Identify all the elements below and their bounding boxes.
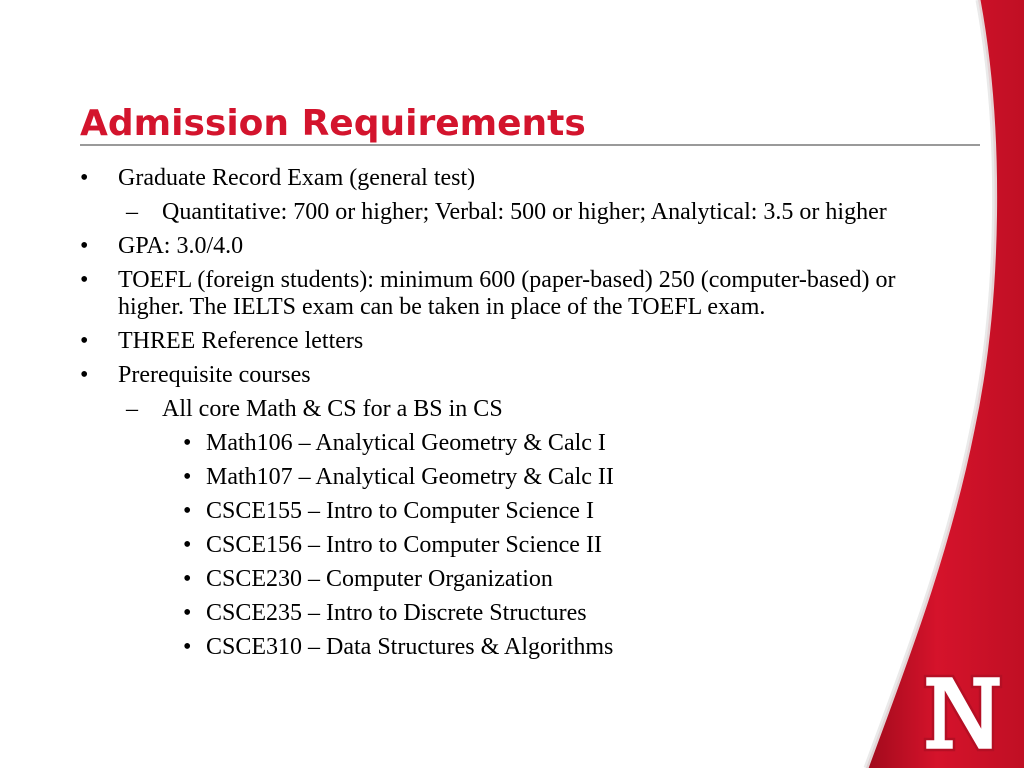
bullet-marker: •: [80, 267, 89, 293]
list-item-text: THREE Reference letters: [118, 328, 364, 354]
list-item: [80, 233, 930, 260]
list-item-text: Math106 – Analytical Geometry & Calc I: [206, 430, 606, 456]
bullet-marker: •: [183, 600, 192, 626]
list-item-text: GPA: 3.0/4.0: [118, 233, 244, 259]
list-item-text: CSCE155 – Intro to Computer Science I: [206, 498, 594, 524]
bullet-marker: •: [183, 532, 192, 558]
list-item-text: Quantitative: 700 or higher; Verbal: 500 or higher; Analytical: 3.5 or higher: [162, 199, 887, 225]
list-item: [80, 396, 930, 423]
list-item: [80, 634, 930, 661]
bullet-marker: •: [80, 165, 89, 191]
list-item: [80, 566, 930, 593]
list-item-text: CSCE235 – Intro to Discrete Structures: [206, 600, 587, 626]
list-item: [80, 165, 930, 192]
bullet-marker: •: [183, 498, 192, 524]
nebraska-n-logo-icon: [922, 672, 1004, 754]
bullet-marker: •: [80, 328, 89, 354]
list-item: [80, 430, 930, 457]
bullet-marker: •: [183, 464, 192, 490]
list-item: [80, 328, 930, 355]
requirements-list: [80, 165, 930, 668]
list-item-text: CSCE310 – Data Structures & Algorithms: [206, 634, 614, 660]
list-item: [80, 267, 930, 321]
bullet-marker: •: [80, 362, 89, 388]
list-item-text: TOEFL (foreign students): minimum 600 (paper-based) 250 (computer-based) or higher. The IELTS exam can be taken in place of the TOEFL exam.: [118, 267, 896, 320]
list-item: [80, 498, 930, 525]
bullet-marker: •: [80, 233, 89, 259]
list-item: [80, 362, 930, 389]
title-divider: [80, 144, 980, 146]
list-item: [80, 199, 930, 226]
dash-marker: –: [126, 199, 138, 225]
bullet-marker: •: [183, 634, 192, 660]
dash-marker: –: [126, 396, 138, 422]
list-item: [80, 464, 930, 491]
list-item-text: Prerequisite courses: [118, 362, 311, 388]
bullet-marker: •: [183, 430, 192, 456]
list-item-text: Math107 – Analytical Geometry & Calc II: [206, 464, 614, 490]
list-item: [80, 532, 930, 559]
bullet-marker: •: [183, 566, 192, 592]
list-item-text: All core Math & CS for a BS in CS: [162, 396, 503, 422]
list-item-text: CSCE230 – Computer Organization: [206, 566, 553, 592]
slide-title: Admission Requirements: [80, 103, 586, 144]
list-item-text: Graduate Record Exam (general test): [118, 165, 476, 191]
list-item-text: CSCE156 – Intro to Computer Science II: [206, 532, 602, 558]
list-item: [80, 600, 930, 627]
